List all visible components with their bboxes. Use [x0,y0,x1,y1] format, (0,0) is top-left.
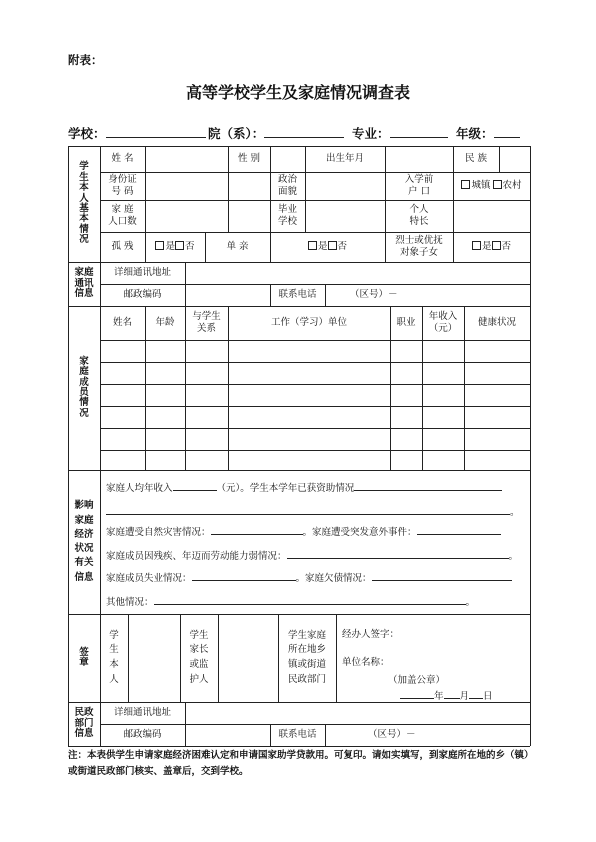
single-parent-label: 单 亲 [226,241,249,253]
single-yes-checkbox[interactable]: 是 [308,241,328,253]
graduated-label: 毕业 学校 [277,204,297,227]
rural-checkbox[interactable]: 农村 [493,180,522,192]
urban-checkbox[interactable]: 城镇 [461,180,490,192]
page-title: 高等学校学生及家庭情况调查表 [185,83,410,102]
attachment-label: 附表： [68,53,103,67]
parent-sign-area[interactable] [218,614,278,702]
family-col-occupation: 职业 [396,317,416,329]
orphan-yes-checkbox[interactable]: 是 [155,241,175,253]
student-sign-label: 学 生 本 人 [109,629,119,685]
political-input[interactable] [305,172,385,200]
income-field-continued[interactable]: 。 [106,504,520,518]
specialty-input[interactable] [453,200,530,232]
family-col-age: 年龄 [155,317,175,329]
signature-section-label: 签章 [79,646,89,668]
student-sign-area[interactable] [128,614,180,702]
political-label: 政治 面貌 [277,174,297,197]
civil-postcode-label: 邮政编码 [123,729,162,741]
contact-postcode-label: 邮政编码 [123,289,162,301]
contact-address-label: 详细通讯地址 [113,267,171,279]
contact-section-label: 家庭 通讯 信息 [74,267,94,300]
major-field[interactable] [352,124,448,142]
contact-postcode-input[interactable] [185,284,270,306]
graduated-input[interactable] [305,200,385,232]
family-rows[interactable] [100,340,530,470]
family-col-name: 姓名 [112,317,132,329]
faculty-label: 院（系）： [208,126,265,141]
grade-label: 年级： [456,126,494,141]
id-input[interactable] [145,172,228,200]
ethnicity-label: 民 族 [464,153,488,165]
contact-phone-input[interactable]: （区号）－ [350,289,398,301]
orphan-options [145,232,205,262]
gender-label: 性 别 [237,153,261,165]
civil-phone-input[interactable]: （区号）－ [368,729,416,741]
martyr-options [453,232,530,262]
parent-sign-label: 学生 家长 或监 护人 [189,629,209,685]
household-input[interactable] [145,200,228,232]
civil-address-label: 详细通讯地址 [113,707,171,719]
school-label: 学校： [68,126,106,141]
handler-sign-field[interactable]: 经办人签字： [342,629,400,640]
student-section-label: 学生本人基本情况 [79,161,89,246]
specialty-label: 个人 特长 [409,204,429,227]
orphan-label: 孤 残 [111,241,134,253]
hukou-options [453,172,530,200]
name-label: 姓 名 [111,153,134,165]
family-col-health: 健康状况 [477,317,516,329]
unemployed-field[interactable]: 家庭成员失业情况： 。家庭欠债情况： [106,570,512,584]
disability-field[interactable]: 家庭成员因残疾、年迈而劳动能力弱情况： 。 [106,548,518,562]
ethnicity-input[interactable] [499,146,530,172]
unit-name-field[interactable]: 单位名称： [342,657,390,668]
martyr-yes-checkbox[interactable]: 是 [472,241,492,253]
civil-postcode-input[interactable] [185,724,270,746]
income-field[interactable]: 家庭人均年收入 （元）。学生本学年已获资助情况 [106,480,502,494]
family-section-label: 家庭成员情况 [79,355,89,419]
contact-phone-label: 联系电话 [278,289,317,301]
civil-section-label: 民政 部门 信息 [74,707,94,740]
family-col-workplace: 工作（学习）单位 [270,317,347,329]
single-parent-options [270,232,385,262]
family-col-relation: 与学生 关系 [192,311,221,334]
id-label: 身份证 号 码 [108,174,137,197]
hukou-label: 入学前 户 口 [404,174,434,197]
birth-label: 出生年月 [325,153,364,165]
civil-address-input[interactable] [185,702,530,724]
influence-section-label: 影响 家庭 经济 状况 有关 信息 [74,500,94,583]
office-label: 学生家庭 所在地乡 镇或街道 民政部门 [287,629,326,685]
grade-field[interactable] [456,124,520,142]
faculty-field[interactable] [208,124,344,142]
major-label: 专业： [352,126,390,141]
family-col-income: 年收入 （元） [428,311,458,334]
name-input[interactable] [145,146,228,172]
date-field[interactable]: 年 月 日 [400,688,493,702]
martyr-label: 烈士或优抚 对象子女 [395,235,443,258]
contact-address-input[interactable] [185,262,530,284]
martyr-no-checkbox[interactable]: 否 [492,241,512,253]
other-field[interactable]: 其他情况： 。 [106,594,475,608]
household-label: 家 庭 人口数 [108,204,137,227]
orphan-no-checkbox[interactable]: 否 [175,241,195,253]
birth-input[interactable] [385,146,453,172]
footnote: 注：本表供学生申请家庭经济困难认定和申请国家助学贷款用。可复印。请如实填写，到家庭所在地的乡（镇）或街道民政部门核实、盖章后，交到学校。 [68,750,529,778]
single-no-checkbox[interactable]: 否 [328,241,348,253]
gender-input[interactable] [270,146,305,172]
disaster-field[interactable]: 家庭遭受自然灾害情况： 。家庭遭受突发意外事件： [106,524,501,538]
civil-phone-label: 联系电话 [278,729,317,741]
stamp-label: （加盖公章） [388,675,446,686]
school-field[interactable] [68,124,206,142]
